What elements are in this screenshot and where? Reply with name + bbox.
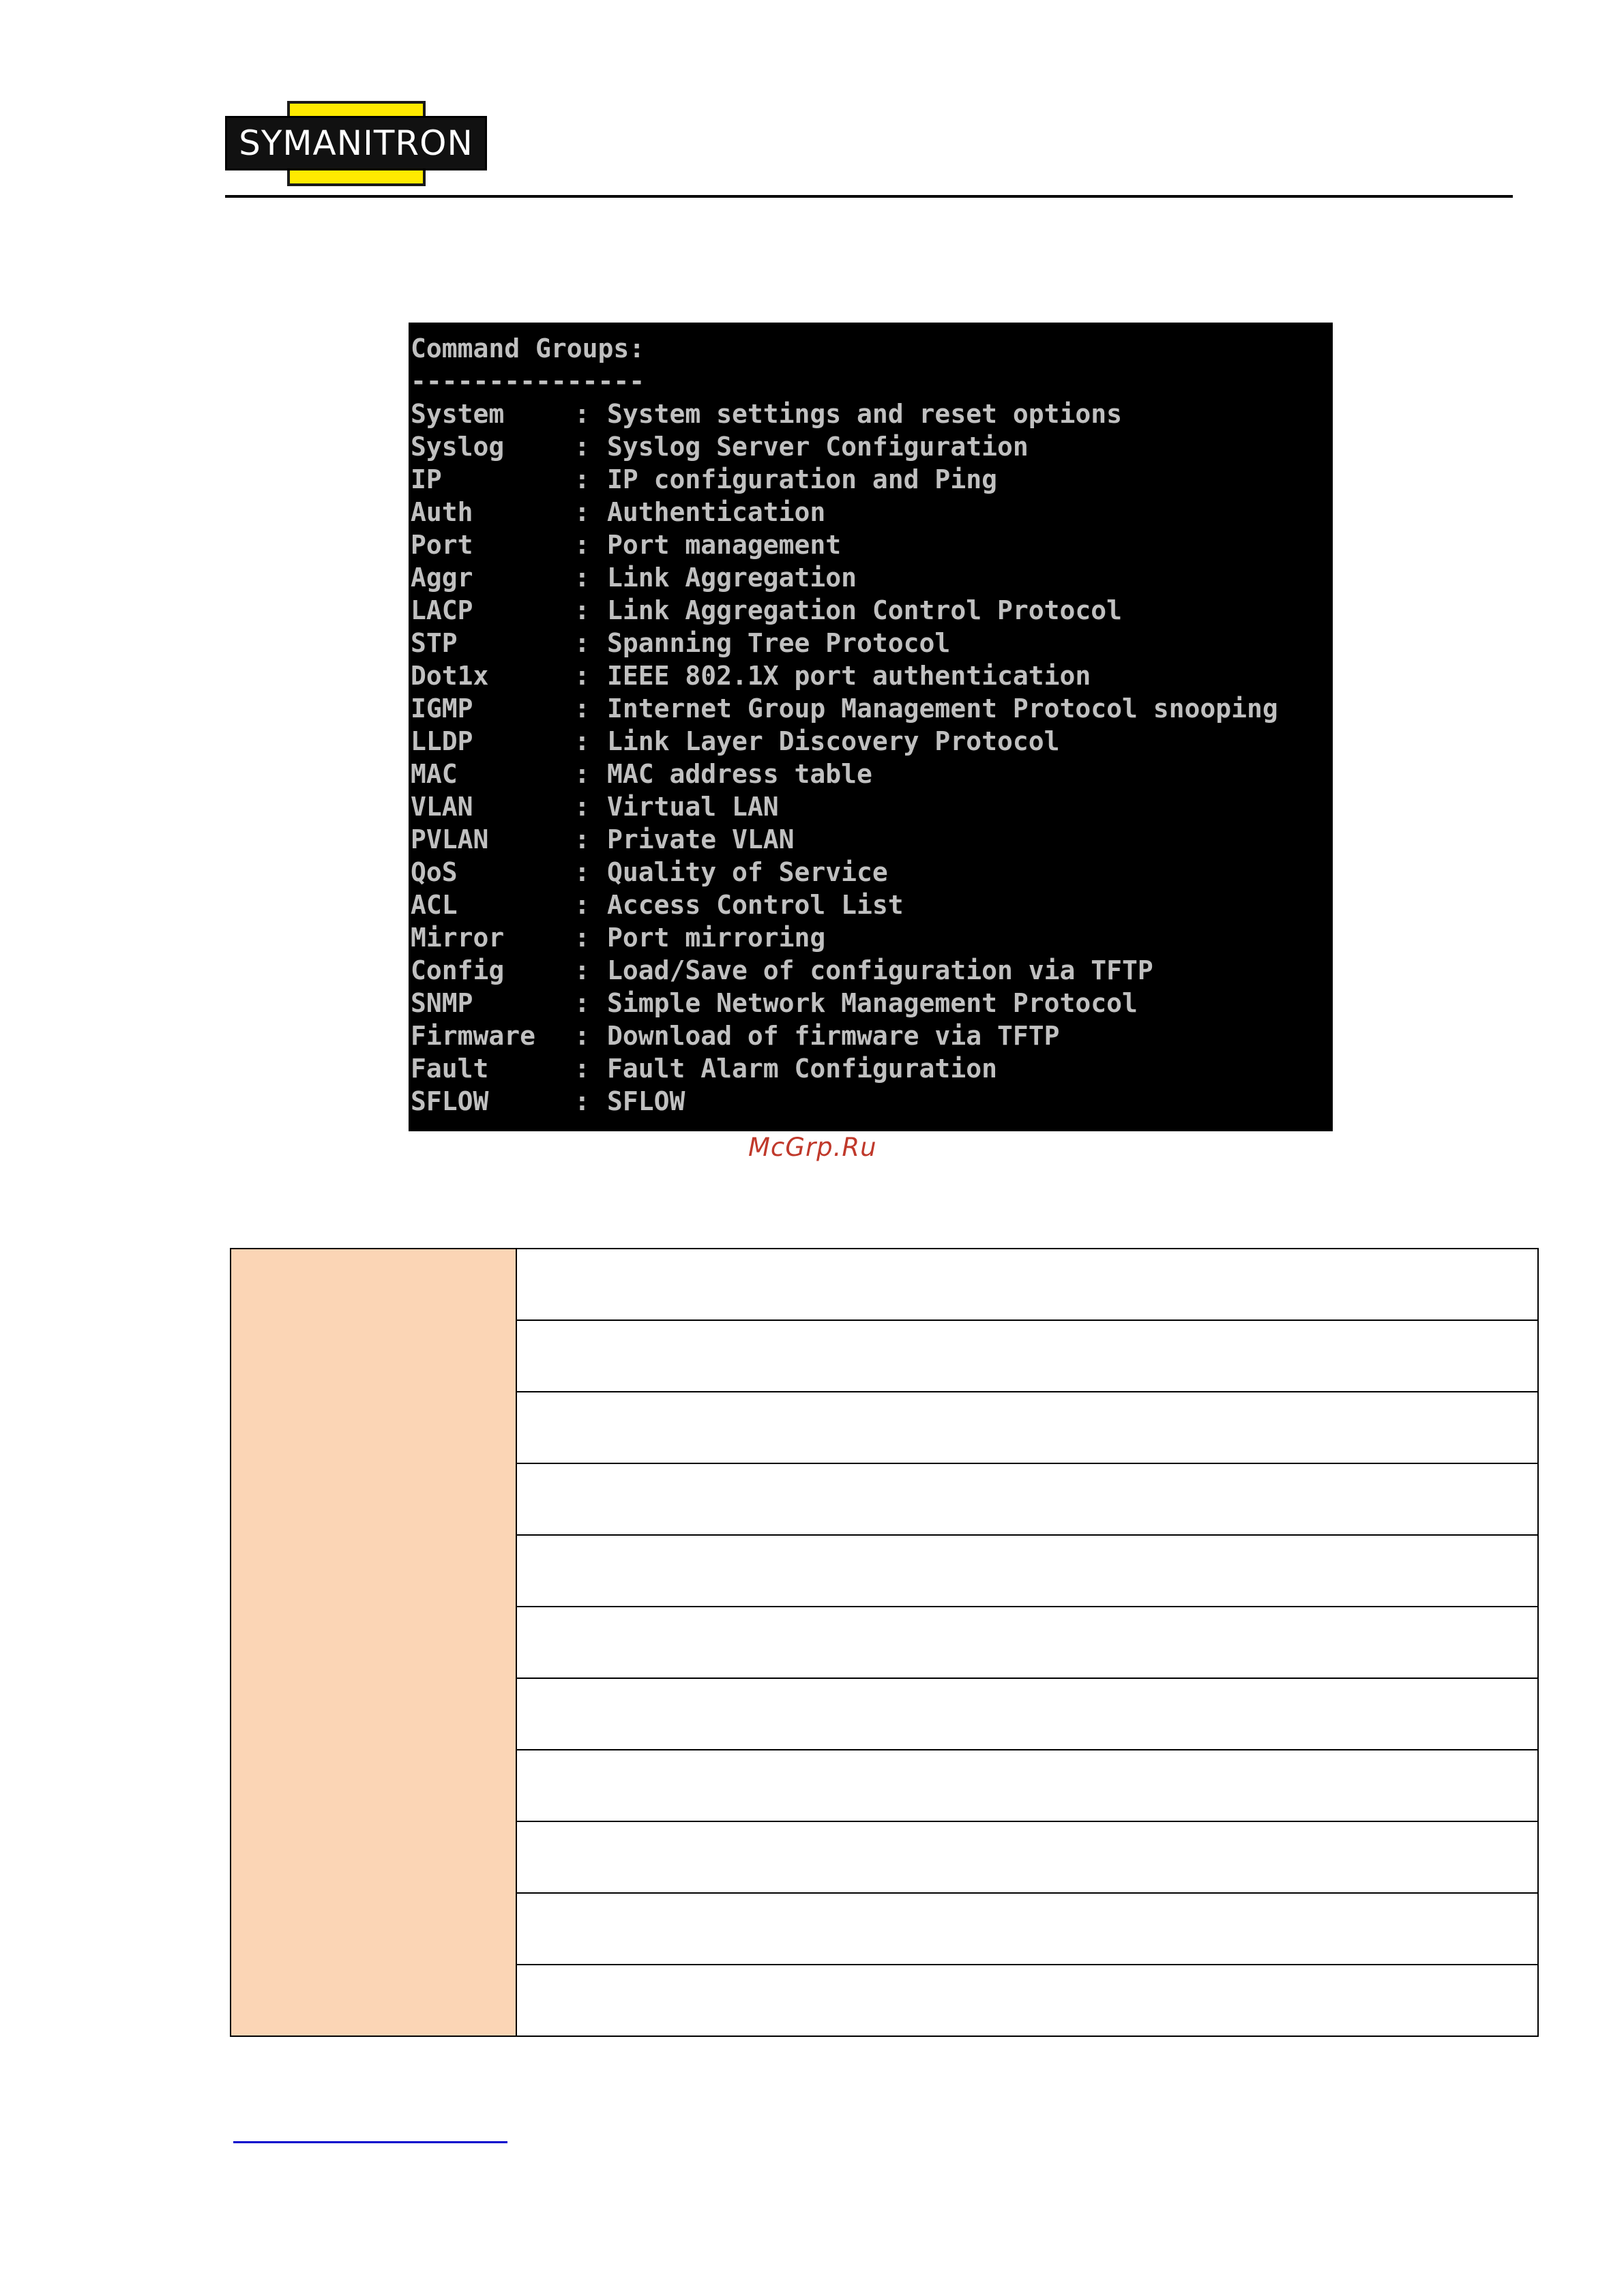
command-row: [411, 889, 1333, 921]
command-row: [411, 496, 1333, 528]
terminal-screenshot: [409, 323, 1333, 1131]
command-description: IEEE 802.1X port authentication: [607, 661, 1091, 691]
command-description: System settings and reset options: [607, 399, 1122, 429]
command-description: Link Layer Discovery Protocol: [607, 726, 1060, 756]
command-name: Dot1x: [411, 661, 489, 691]
command-row: [411, 987, 1333, 1019]
command-row: [411, 921, 1333, 954]
table-row: [517, 1607, 1537, 1679]
command-separator: :: [574, 432, 590, 462]
command-separator: :: [574, 988, 590, 1018]
command-name: PVLAN: [411, 824, 489, 854]
command-name: LLDP: [411, 726, 473, 756]
footer-link-underline[interactable]: [233, 2141, 507, 2143]
command-description: IP configuration and Ping: [607, 464, 997, 494]
command-name: Fault: [411, 1054, 489, 1084]
table-row: [517, 1965, 1537, 2036]
terminal-title-underline: ---------------: [411, 366, 645, 396]
command-separator: :: [574, 1086, 590, 1116]
table-row: [517, 1321, 1537, 1392]
command-name: LACP: [411, 595, 473, 625]
command-row: [411, 398, 1333, 430]
command-row: [411, 463, 1333, 496]
command-name: Firmware: [411, 1021, 536, 1051]
command-description: Syslog Server Configuration: [607, 432, 1029, 462]
table-row: [517, 1750, 1537, 1822]
command-separator: :: [574, 595, 590, 625]
table-right-column: [517, 1249, 1537, 2036]
command-description: Simple Network Management Protocol: [607, 988, 1138, 1018]
command-description: Internet Group Management Protocol snooping: [607, 694, 1278, 724]
command-description: Load/Save of configuration via TFTP: [607, 955, 1153, 985]
command-description: Quality of Service: [607, 857, 888, 887]
command-separator: :: [574, 628, 590, 658]
command-row: [411, 1085, 1333, 1118]
command-row: [411, 856, 1333, 889]
command-row: [411, 528, 1333, 561]
command-row: [411, 1019, 1333, 1052]
command-name: Port: [411, 530, 473, 560]
command-name: IP: [411, 464, 442, 494]
table-row: [517, 1249, 1537, 1321]
command-separator: :: [574, 955, 590, 985]
command-separator: :: [574, 824, 590, 854]
command-name: QoS: [411, 857, 458, 887]
command-separator: :: [574, 759, 590, 789]
table-row: [517, 1894, 1537, 1965]
command-separator: :: [574, 661, 590, 691]
command-name: Config: [411, 955, 505, 985]
command-row: [411, 692, 1333, 725]
command-name: SFLOW: [411, 1086, 489, 1116]
command-name: ACL: [411, 890, 458, 920]
command-name: IGMP: [411, 694, 473, 724]
command-row: [411, 627, 1333, 659]
table-row: [517, 1536, 1537, 1607]
command-separator: :: [574, 694, 590, 724]
command-description: Link Aggregation Control Protocol: [607, 595, 1122, 625]
command-separator: :: [574, 399, 590, 429]
command-description: Virtual LAN: [607, 792, 779, 822]
command-name: Auth: [411, 497, 473, 527]
command-row: [411, 725, 1333, 758]
command-separator: :: [574, 923, 590, 953]
command-description: Port mirroring: [607, 923, 826, 953]
command-description: Spanning Tree Protocol: [607, 628, 951, 658]
command-row: [411, 1052, 1333, 1085]
command-description: Port management: [607, 530, 842, 560]
command-separator: :: [574, 792, 590, 822]
command-row: [411, 561, 1333, 594]
blank-table: [230, 1248, 1539, 2037]
command-row: [411, 954, 1333, 987]
command-row: [411, 594, 1333, 627]
table-row: [517, 1679, 1537, 1750]
command-separator: :: [574, 563, 590, 593]
command-description: Fault Alarm Configuration: [607, 1054, 997, 1084]
command-description: Download of firmware via TFTP: [607, 1021, 1060, 1051]
command-description: MAC address table: [607, 759, 872, 789]
command-name: System: [411, 399, 505, 429]
command-separator: :: [574, 530, 590, 560]
command-description: Access Control List: [607, 890, 904, 920]
command-name: SNMP: [411, 988, 473, 1018]
command-description: SFLOW: [607, 1086, 685, 1116]
symanitron-logo: [225, 101, 487, 186]
logo-wordmark: SYMANITRON: [239, 123, 473, 163]
command-description: Private VLAN: [607, 824, 795, 854]
table-row: [517, 1822, 1537, 1894]
command-row: [411, 823, 1333, 856]
command-name: VLAN: [411, 792, 473, 822]
table-left-cell: [231, 1249, 517, 2036]
watermark: McGrp.Ru: [748, 1133, 877, 1162]
command-description: Link Aggregation: [607, 563, 857, 593]
command-name: STP: [411, 628, 458, 658]
terminal-title: Command Groups:: [411, 333, 645, 363]
header-rule: [225, 195, 1513, 198]
command-separator: :: [574, 464, 590, 494]
table-row: [517, 1392, 1537, 1464]
command-name: Aggr: [411, 563, 473, 593]
command-name: Mirror: [411, 923, 505, 953]
command-row: [411, 758, 1333, 790]
command-row: [411, 790, 1333, 823]
command-list: [411, 398, 1333, 1118]
command-name: Syslog: [411, 432, 505, 462]
command-separator: :: [574, 1021, 590, 1051]
table-row: [517, 1464, 1537, 1536]
command-separator: :: [574, 726, 590, 756]
command-separator: :: [574, 1054, 590, 1084]
command-separator: :: [574, 497, 590, 527]
command-name: MAC: [411, 759, 458, 789]
command-separator: :: [574, 857, 590, 887]
command-row: [411, 430, 1333, 463]
command-separator: :: [574, 890, 590, 920]
command-description: Authentication: [607, 497, 826, 527]
command-row: [411, 659, 1333, 692]
